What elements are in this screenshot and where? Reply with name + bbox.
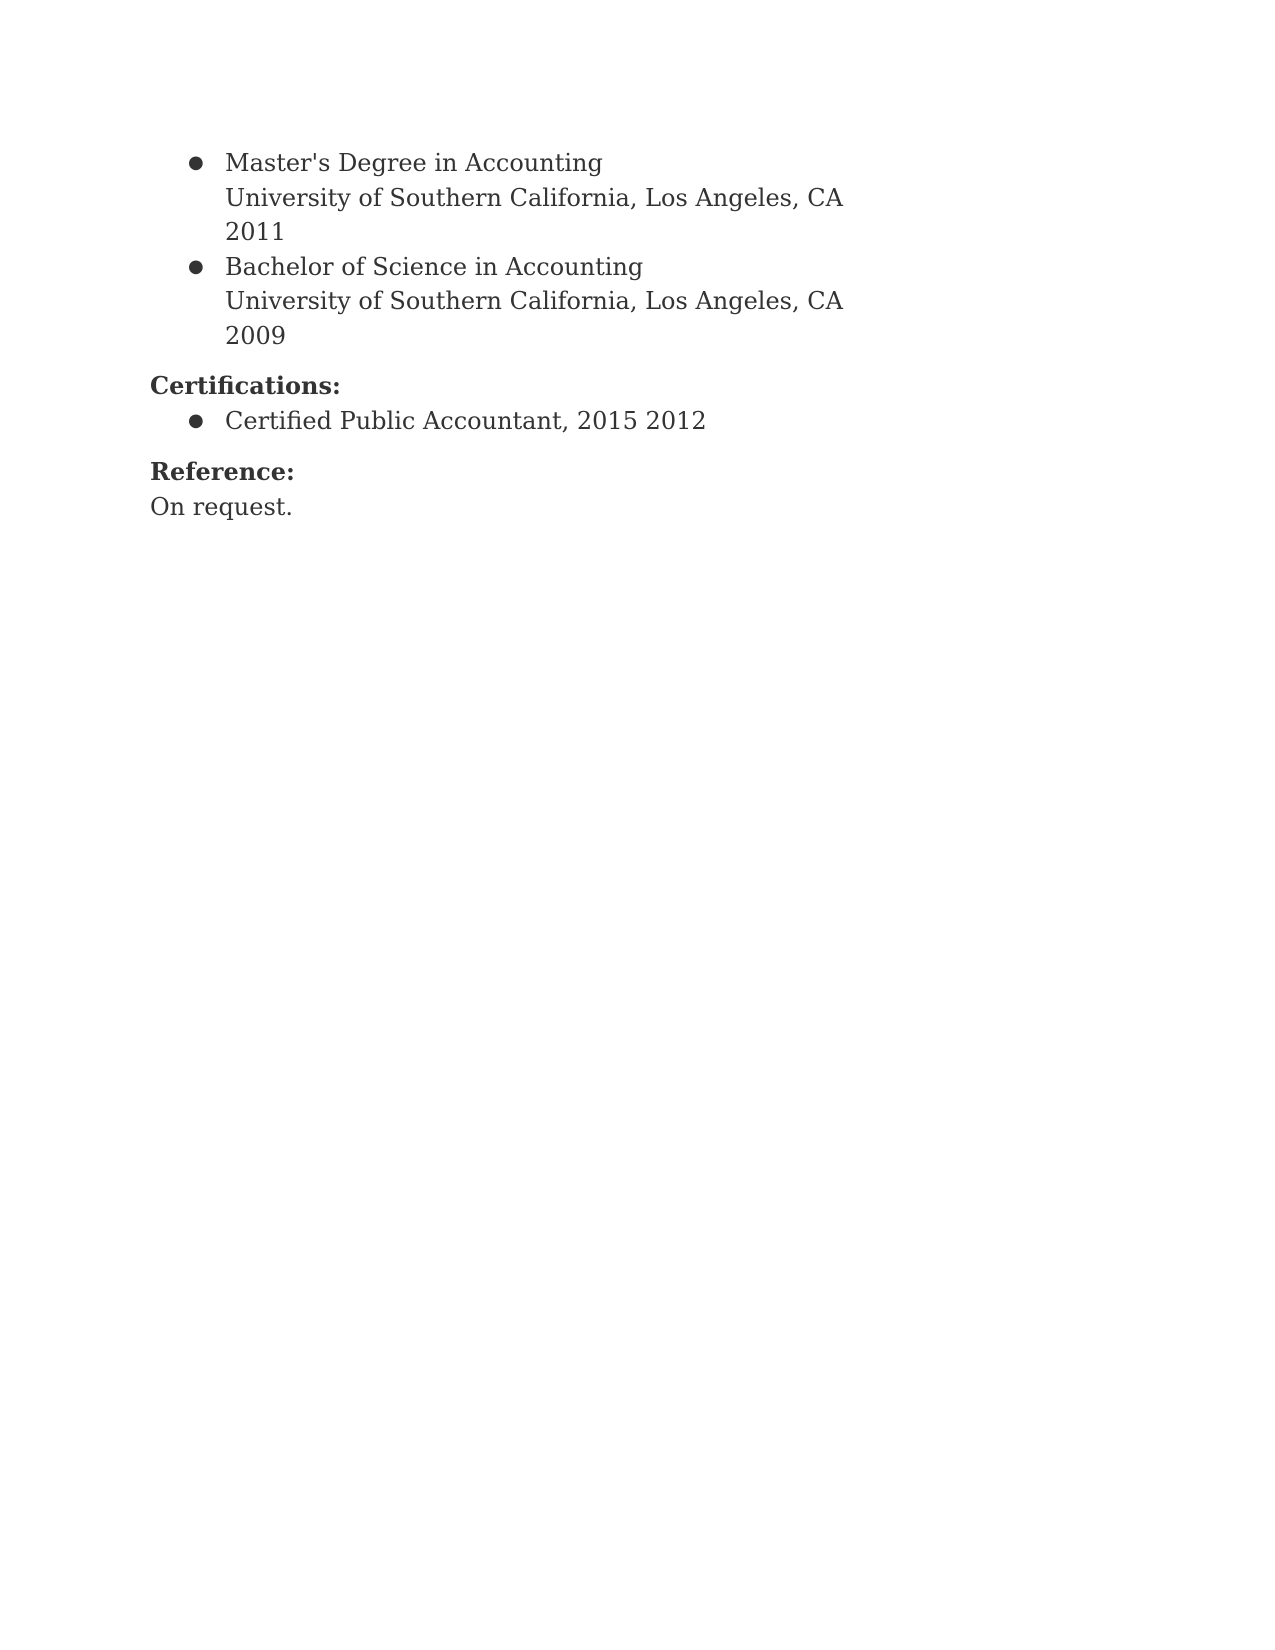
bullet-icon: ● <box>188 409 204 431</box>
education-item <box>150 146 850 250</box>
degree-title: Master's Degree in Accounting <box>225 149 603 177</box>
certification-item <box>150 404 850 439</box>
certification-text: Certified Public Accountant, 2015 2012 <box>225 406 707 435</box>
school-name: University of Southern California, Los Angeles, CA <box>225 183 843 212</box>
bullet-icon: ● <box>188 255 204 277</box>
degree-title: Bachelor of Science in Accounting <box>225 252 644 281</box>
resume-content <box>150 146 850 524</box>
certifications-heading: Certifications: <box>150 371 341 400</box>
education-list <box>150 146 850 353</box>
bullet-icon: ● <box>188 152 204 173</box>
education-item <box>150 250 850 354</box>
certifications-list <box>150 404 850 439</box>
reference-heading: Reference: <box>150 457 295 486</box>
reference-text: On request. <box>150 492 294 521</box>
school-name: University of Southern California, Los Angeles, CA <box>225 287 843 315</box>
graduation-year: 2011 <box>225 218 287 246</box>
graduation-year: 2009 <box>225 321 287 350</box>
